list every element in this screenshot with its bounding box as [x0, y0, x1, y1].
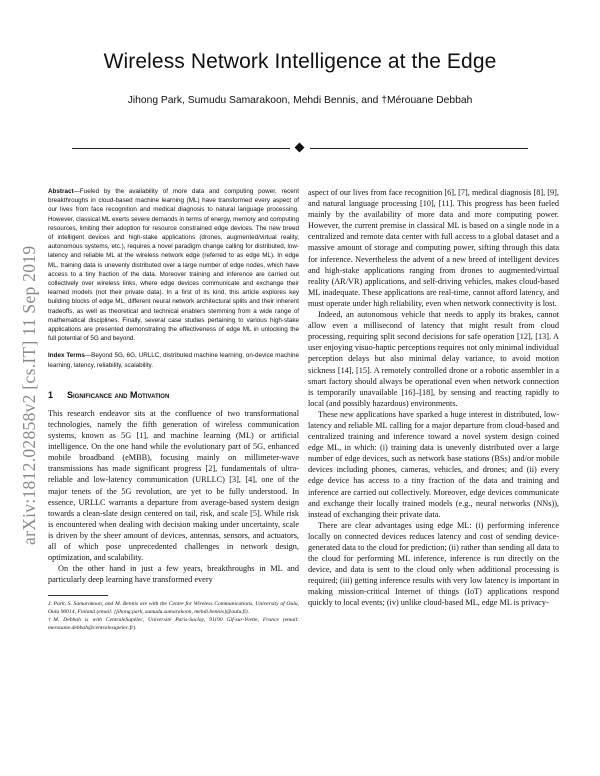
- right-column: [308, 187, 559, 609]
- arxiv-identifier: arXiv:1812.02858v2 [cs.IT] 11 Sep 2019: [19, 245, 39, 545]
- diamond-icon: [295, 143, 305, 153]
- right-paragraph-1: aspect of our lives from face recognition [6], [7], medical diagnosis [8], [9], and natural language processing [10], [11]. This progress has been fueled mainly by the availability of more data and more computing power. However, the current premise in classical ML is based on a single node in a centralized and remote data center with full access to a global dataset and a massive amount of storage and computing power, sifting through this data for inference. Nevertheless the advent of a new breed of intelligent devices and high-stake applications ranging from drones to augmented/virtual reality (AR/VR) applications, and self-driving vehicles, makes cloud-based ML inadequate. These applications are real-time, cannot afford latency, and must operate under high reliability, even when network connectivity is lost.: [308, 188, 559, 308]
- index-terms-text: —Beyond 5G, 6G, URLLC, distributed machine learning, on-device machine learning, latency, reliability, scalability.: [48, 352, 299, 369]
- footnote-affiliation-2: †M. Debbah is with CentraleSupélec, Université Paris-Saclay, 91190 Gif-sur-Yvette, France (email: merouane.debbah@centralesupelec.fr).: [48, 617, 299, 632]
- section-paragraph-1: This research endeavor sits at the confluence of two transformational technologies, namely the fifth generation of wireless communication systems, known as 5G [1], and machine learning (ML) or artificial intelligence. On the one hand while the evolutionary part of 5G, enhanced mobile broadband (eMBB), focusing mainly on millimeter-wave transmissions has made significant progress [2], fundamentals of ultra-reliable and low-latency communication (URLLC) [3], [4], one of the major tenets of the 5G revolution, are yet to be fully understood. In essence, URLLC warrants a departure from average-based system design towards a clean-slate design centered on tail, risk, and scale [5]. While risk is encountered when dealing with decision making under uncertainty, scale is driven by the sheer amount of devices, antennas, sensors, and actuators, all of which pose unprecedented challenges in network design, optimization, and scalability.: [48, 408, 299, 563]
- author-list: Jihong Park, Sumudu Samarakoon, Mehdi Bennis, and †Mérouane Debbah: [127, 95, 473, 106]
- abstract-text: —Fueled by the availability of more data and computing power, recent breakthroughs in cloud-based machine learning (ML) have transformed every aspect of our lives from face recognition and medical diagnosis to natural language processing. However, classical ML exerts severe demands in terms of energy, memory and computing resources, limiting their adoption for resource constrained edge devices. The new breed of intelligent devices and high-stake applications (drones, augmented/virtual reality, autonomous systems, etc.), requires a novel paradigm change calling for distributed, low-latency and reliable ML at the wireless network edge (referred to as edge ML). In edge ML, training data is unevenly distributed over a large number of edge nodes, which have access to a tiny fraction of the data. Moreover training and inference are carried out collectively over wireless links, where edge devices communicate and exchange their learned models (not their private data). In a first of its kind, this article explores key building blocks of edge ML, different neural network architectural splits and their inherent tradeoffs, as well as theoretical and technical enablers stemming from a wide range of mathematical disciplines. Finally, several case studies pertaining to various high-stake applications are presented demonstrating the effectiveness of edge ML in unlocking the full potential of 5G and beyond.: [48, 188, 299, 343]
- divider-line-left: [72, 148, 290, 149]
- abstract: [48, 187, 299, 343]
- footnote-affiliation-1: J. Park, S. Samarakoon, and M. Bennis are with the Centre for Wireless Communications, University of Oulu, Oulu 90014, Finland (email: {jihong.park, sumudu.samarakoon, mehdi.bennis}@oulu.fi).: [48, 601, 299, 616]
- section-number: 1: [48, 389, 54, 400]
- divider-line-right: [310, 148, 528, 149]
- abstract-label: Abstract: [48, 188, 74, 195]
- index-terms: [48, 351, 299, 369]
- footnote-rule: [48, 595, 108, 596]
- right-paragraph-2: Indeed, an autonomous vehicle that needs to apply its brakes, cannot allow even a millisecond of latency that might result from cloud processing, requiring split second decisions for safe operation [12], [13]. A user enjoying visuo-haptic perceptions requires not only minimal individual perception delays but also minimal delay variance, to avoid motion sickness [14], [15]. A remotely controlled drone or a robotic assembler in a smart factory should always be operational even when network connection is temporarily unavailable [16]–[18], by sensing and reacting rapidly to local (and possibly hazardous) environments.: [308, 310, 559, 408]
- section-heading: [48, 390, 299, 400]
- paper-title: Wireless Network Intelligence at the Edge: [103, 50, 497, 73]
- right-paragraph-4: There are clear advantages using edge ML: (i) performing inference locally on connected devices reduces latency and cost of sending device-generated data to the cloud for prediction; (ii) rather than sending all data to the cloud for performing ML inference, inference is run directly on the device, and data is sent to the cloud only when additional processing is required; (iii) getting inference results with very low latency is important in making mission-critical Internet of things (IoT) applications respond quickly to local events; (iv) unlike cloud-based ML, edge ML is privacy-: [308, 520, 559, 608]
- section-title: Significance and Motivation: [67, 389, 170, 400]
- left-column: [48, 187, 299, 632]
- index-terms-label: Index Terms: [48, 352, 85, 360]
- right-paragraph-3: These new applications have sparked a huge interest in distributed, low-latency and reliable ML calling for a major departure from cloud-based and centralized training and inference toward a novel system design coined edge ML, in which: (i) training data is unevenly distributed over a large number of edge devices, such as network base stations (BSs) and/or mobile devices including phones, cameras, vehicles, and drones; and (ii) every edge device has access to a tiny fraction of the data and training and inference are carried out collectively. Moreover, edge devices communicate and exchange their locally trained models (e.g., neural networks (NNs)), instead of exchanging their private data.: [308, 409, 559, 519]
- section-paragraph-2: On the other hand in just a few years, breakthroughs in ML and particularly deep learning have transformed every: [48, 564, 299, 585]
